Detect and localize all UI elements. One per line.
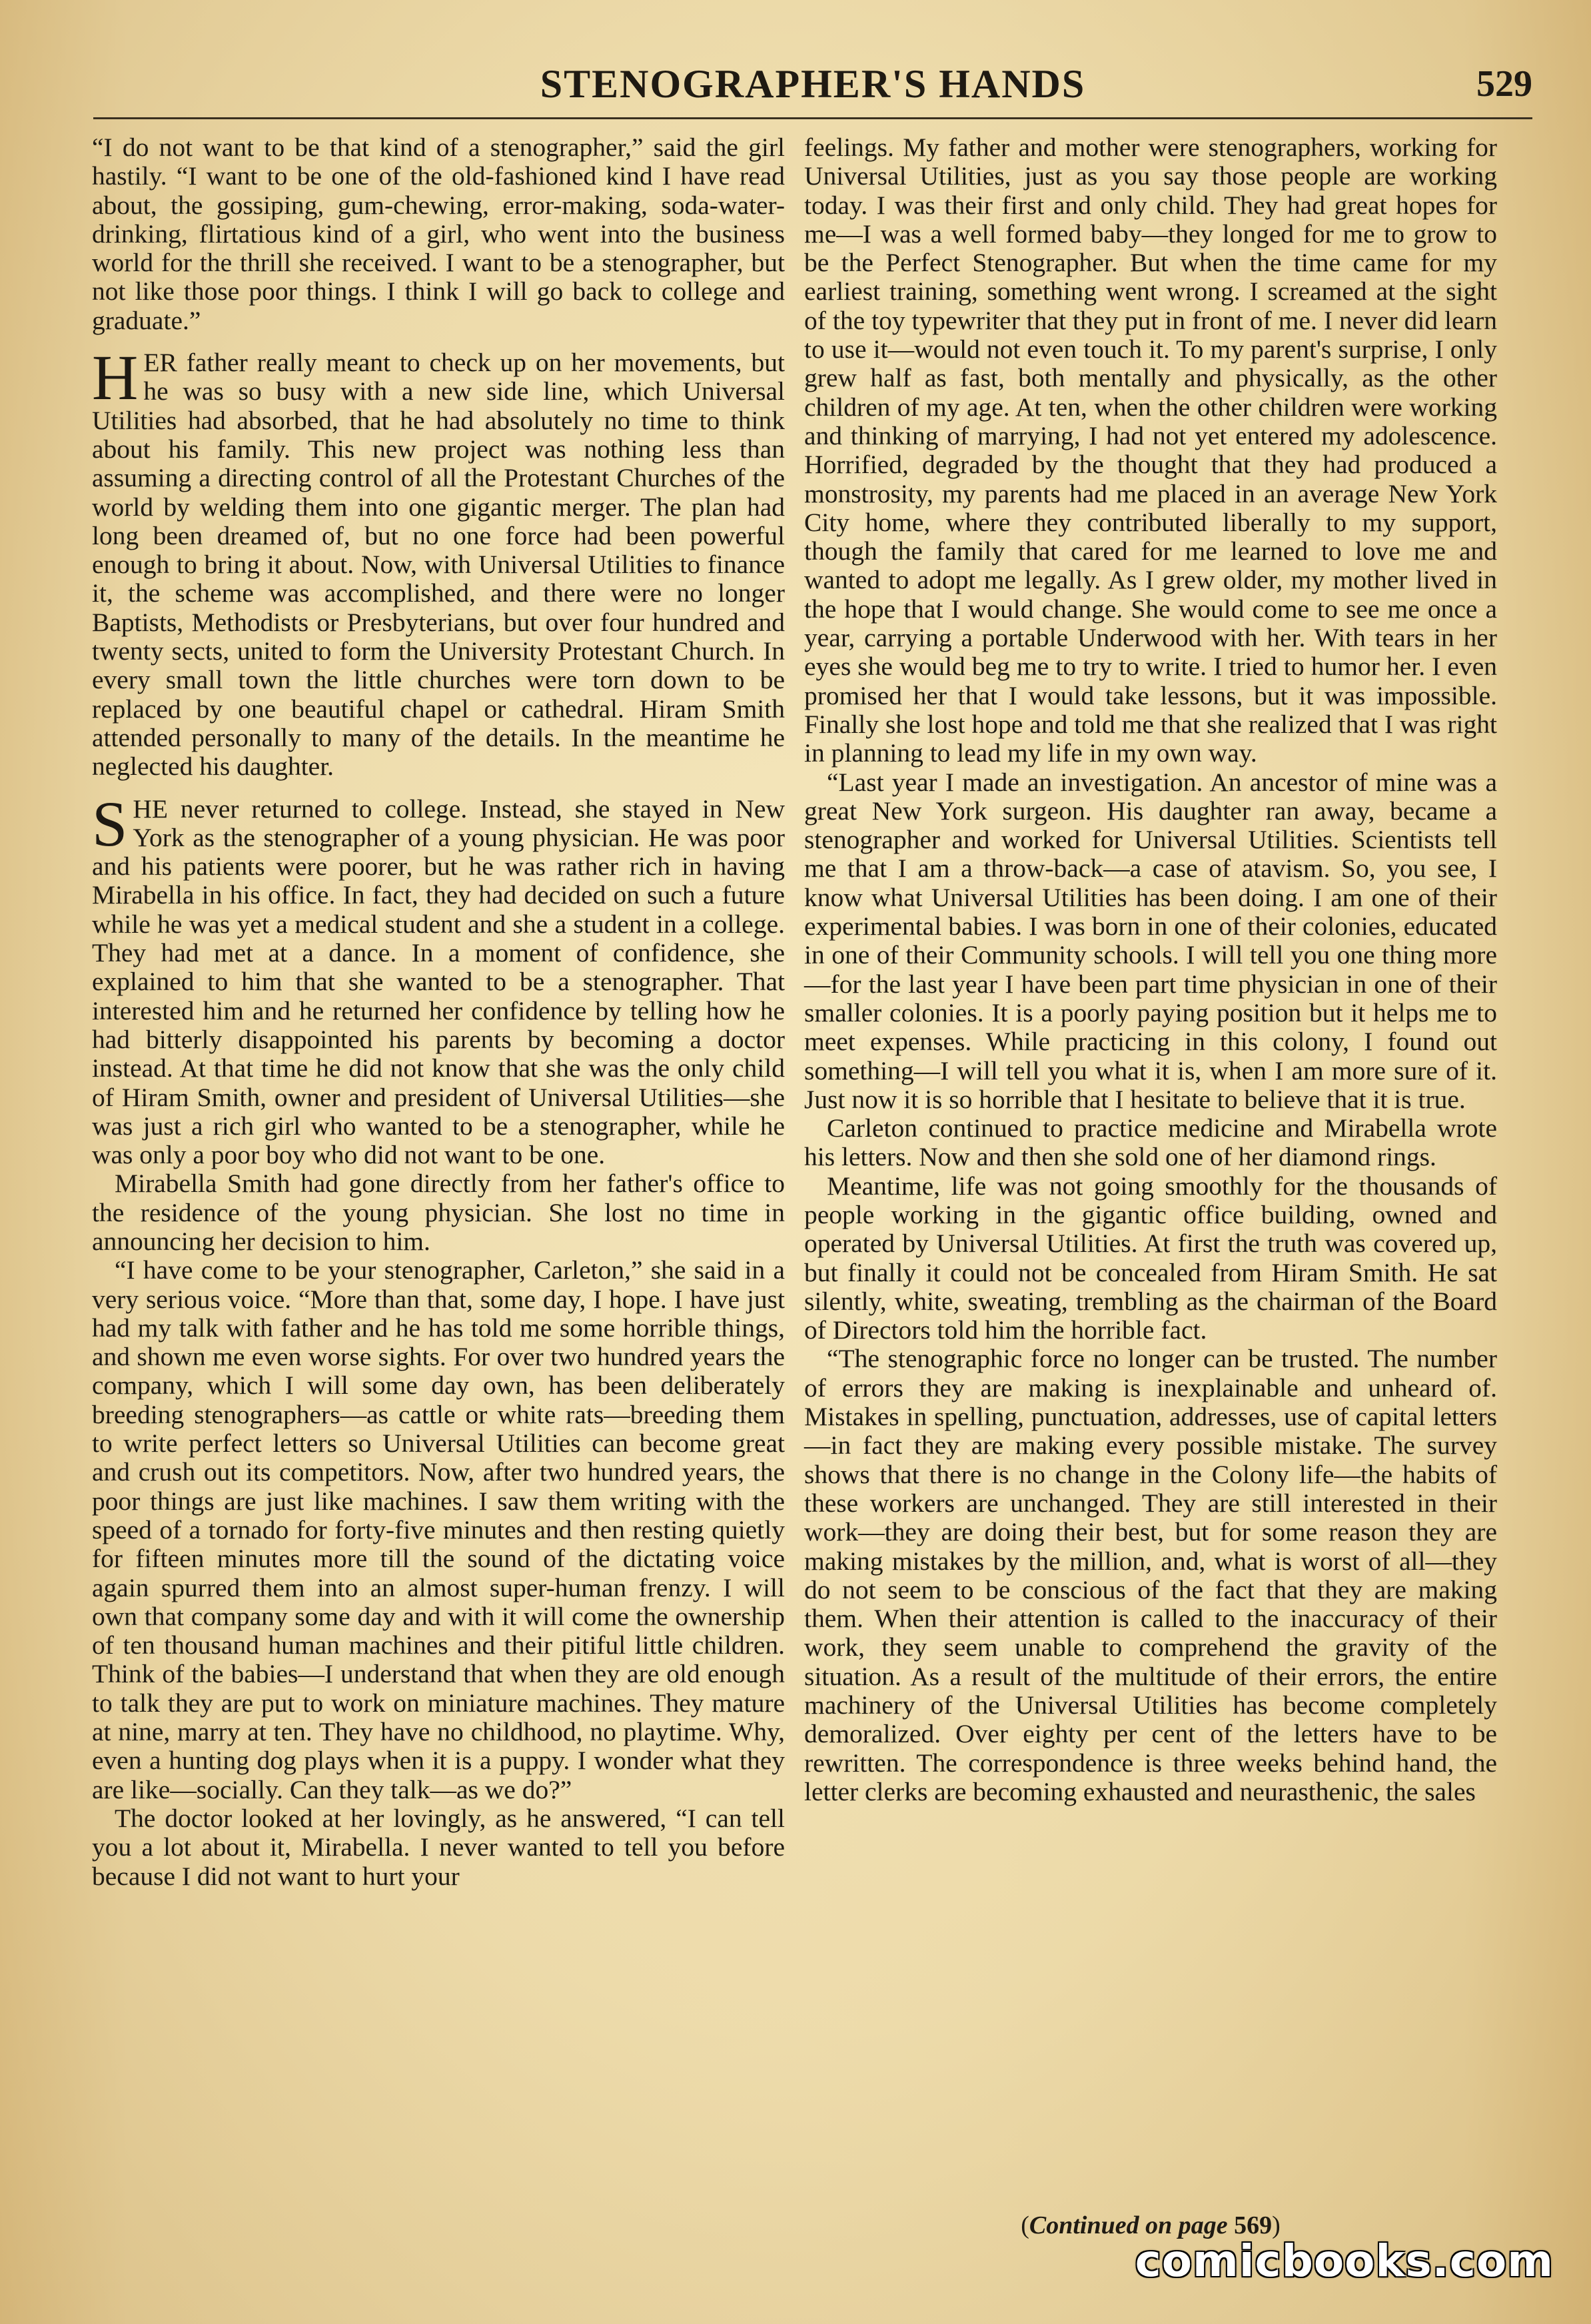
drop-cap: S xyxy=(92,788,128,860)
running-title: STENOGRAPHER'S HANDS xyxy=(540,62,1086,106)
page-number: 529 xyxy=(1476,63,1532,105)
paragraph xyxy=(92,788,785,1170)
paragraph: feelings. My father and mother were stenographers, working for Universal Utilities, just as you say those people are working today. I was their first and only child. They had great hopes for me—I was a well formed baby—they longed for me to grow to be the Perfect Stenographer. But when the time came for my earliest training, something went wrong. I screamed at the sight of the toy typewriter that they put in front of me. I never did learn to use it—would not even touch it. To my parent's surprise, I only grew half as fast, both mentally and physically, as the other children of my age. At ten, when the other children were working and thinking of marrying, I had not yet entered my adolescence. Horrified, degraded by the thought that they had produced a monstrosity, my parents had me placed in an average New York City home, where they contributed liberally to my support, though the family that cared for me learned to love me and wanted to adopt me legally. As I grew older, my mother lived in the hope that I would change. She would come to see me once a year, carrying a portable Underwood with her. With tears in her eyes she would beg me to try to write. I tried to humor her. I even promised her that I would take lessons, but it was impossible. Finally she lost hope and told me that she realized that I was right in planning to lead my life in my own way. xyxy=(804,133,1497,768)
paragraph-text: ER father really meant to check up on her movements, but he was so busy with a new side line, which Universal Utilities had absorbed, that he had absolutely no time to think about his family. This new project was nothing less than assuming a directing control of all the Protestant Churches of the world by welding them into one gigantic merger. The plan had long been dreamed of, but no one force had been powerful enough to bring it about. Now, with Universal Utilities to finance it, the scheme was accomplished, and there were no longer Baptists, Methodists or Presbyterians, but over four hundred and twenty sects, united to form the University Protestant Church. In every small town the little churches were torn down to be replaced by one beautiful chapel or cathedral. Hiram Smith attended personally to many of the details. In the meantime he neglected his daughter. xyxy=(92,348,785,782)
page-header xyxy=(93,61,1532,115)
continued-label: Continued on page xyxy=(1029,2211,1228,2239)
paragraph: Meantime, life was not going smoothly for the thousands of people working in the gigantic office building, owned and operated by Universal Utilities. At first the truth was covered up, but finally it could not be concealed from Hiram Smith. He sat silently, white, sweating, trembling as the chairman of the Board of Directors told him the horrible fact. xyxy=(804,1171,1497,1345)
paragraph: “The stenographic force no longer can be trusted. The number of errors they are making is inexplainable and unheard of. Mistakes in spelling, punctuation, addresses, use of capital letters—in fact they are making every possible mistake. The survey shows that there is no change in the Colony life—the habits of these workers are unchanged. They are still interested in their work—they are doing their best, but for some reason they are making mistakes by the million, and, what is worst of all—they do not seem to be conscious of the fact that they are making them. When their attention is called to the inaccuracy of their work, they seem unable to comprehend the gravity of the situation. As a result of the multitude of their errors, the entire machinery of the Universal Utilities has become completely demoralized. Over eighty per cent of the letters have to be rewritten. The correspondence is three weeks behind hand, the letter clerks are becoming exhausted and neurasthenic, the sales xyxy=(804,1344,1497,1806)
paragraph: Carleton continued to practice medicine and Mirabella wrote his letters. Now and then she sold one of her diamond rings. xyxy=(804,1113,1497,1172)
paragraph: Mirabella Smith had gone directly from her father's office to the residence of the young physician. She lost no time in announcing her decision to him. xyxy=(92,1169,785,1256)
site-watermark: comicbooks.com xyxy=(1135,2235,1554,2287)
continued-close-paren: ) xyxy=(1272,2211,1281,2239)
paragraph: “Last year I made an investigation. An ancestor of mine was a great New York surgeon. His daughter ran away, became a stenographer and worked for Universal Utilities. Scientists tell me that I am a throw-back—a case of atavism. So, you see, I know what Universal Utilities has been doing. I am one of their experimental babies. I was born in one of their colonies, educated in one of their Community schools. I will tell you one thing more—for the last year I have been part time physician in one of their smaller colonies. It is a poorly paying position but it helps me to meet expenses. While practicing in this colony, I found out something—I will tell you what it is, when I am more sure of it. Just now it is so horrible that I hesitate to believe that it is true. xyxy=(804,767,1497,1114)
continued-open-paren: ( xyxy=(1021,2211,1029,2239)
right-column xyxy=(804,133,1497,1806)
paragraph-text: HE never returned to college. Instead, she stayed in New York as the stenographer of a young physician. He was poor and his patients were poorer, but he was rather rich in having Mirabella in his office. In fact, they had decided on such a future while he was yet a medical student and she a student in a college. They had met at a dance. In a moment of confidence, she explained to him that she wanted to be a stenographer. That interested him and he returned her confidence by telling how he had bitterly disappointed his parents by becoming a doctor instead. At that time he did not know that she was the only child of Hiram Smith, owner and president of Universal Utilities—she was just a rich girl who wanted to be a stenographer, while he was only a poor boy who did not want to be one. xyxy=(92,794,785,1170)
continued-page-number: 569 xyxy=(1234,2211,1273,2239)
header-rule xyxy=(93,117,1532,119)
paragraph xyxy=(92,342,785,782)
paragraph: The doctor looked at her lovingly, as he answered, “I can tell you a lot about it, Mirabella. I never wanted to tell you before because I did not want to hurt your xyxy=(92,1803,785,1891)
left-column xyxy=(92,133,785,1891)
paragraph: “I do not want to be that kind of a stenographer,” said the girl hastily. “I want to be one of the old-fashioned kind I have read about, the gossiping, gum-chewing, error-making, soda-water-drinking, flirtatious kind of a girl, who went into the business world for the thrill she received. I want to be a stenographer, but not like those poor things. I think I will go back to college and graduate.” xyxy=(92,133,785,335)
paragraph: “I have come to be your stenographer, Carleton,” she said in a very serious voice. “More than that, some day, I hope. I have just had my talk with father and he has told me some horrible things, and shown me even worse sights. For over two hundred years the company, which I will some day own, has been deliberately breeding stenographers—as cattle or white rats—breeding them to write perfect letters so Universal Utilities can become great and crush out its competitors. Now, after two hundred years, the poor things are just like machines. I saw them writing with the speed of a tornado for forty-five minutes and then resting quietly for fifteen minutes more till the sound of the dictating voice again spurred them into an almost super-human frenzy. I will own that company some day and with it will come the ownership of ten thousand human machines and their pitiful little children. Think of the babies—I understand that when they are old enough to talk they are put to work on miniature machines. They mature at nine, marry at ten. They have no childhood, no playtime. Why, even a hunting dog plays when it is a puppy. I wonder what they are like—socially. Can they talk—as we do?” xyxy=(92,1255,785,1804)
drop-cap: H xyxy=(92,342,139,414)
